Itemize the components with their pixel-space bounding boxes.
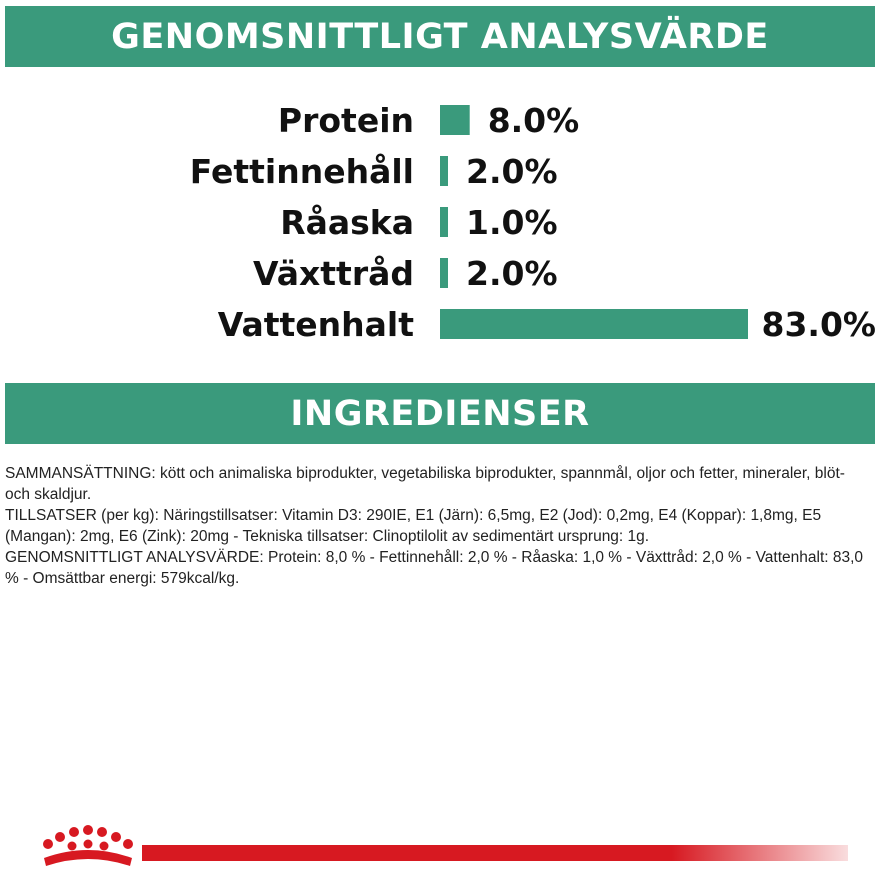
ingredients-title: INGREDIENSER <box>290 393 590 434</box>
category-label: Vattenhalt <box>217 305 414 344</box>
value-label: 8.0% <box>487 101 580 140</box>
bar <box>440 309 748 339</box>
bar <box>440 156 448 186</box>
bar <box>440 105 470 135</box>
ingredients-banner <box>5 383 875 444</box>
nutrient-bar-chart <box>0 80 880 360</box>
composition-paragraph: SAMMANSÄTTNING: kött och animaliska biprodukter, vegetabiliska biprodukter, spannmål, oljor och fetter, mineraler, blöt- och skaldjur. <box>5 465 845 503</box>
category-label: Protein <box>277 101 414 140</box>
category-label: Fettinnehåll <box>189 152 414 191</box>
value-label: 1.0% <box>466 203 558 242</box>
analysis-title: GENOMSNITTLIGT ANALYSVÄRDE <box>111 16 769 57</box>
ingredients-text <box>5 463 865 589</box>
value-label: 2.0% <box>466 254 558 293</box>
analysis-paragraph: GENOMSNITTLIGT ANALYSVÄRDE: Protein: 8,0 % - Fettinnehåll: 2,0 % - Råaska: 1,0 % - Växttråd: 2,0 % - Vattenhalt: 83,0 % - Omsättbar energi: 579kcal/kg. <box>5 549 864 587</box>
category-label: Råaska <box>280 203 414 242</box>
value-label: 83.0% <box>761 305 876 344</box>
bar <box>440 258 448 288</box>
crown-logo-icon <box>38 822 138 874</box>
additives-paragraph: TILLSATSER (per kg): Näringstillsatser: Vitamin D3: 290IE, E1 (Järn): 6,5mg, E2 (Jod): 0,2mg, E4 (Koppar): 1,8mg, E5 (Mangan): 2mg, E6 (Zink): 20mg - Tekniska tillsatser: Clinoptilolit av sedimentärt ursprung: 1g. <box>5 507 822 545</box>
category-label: Växttråd <box>252 254 414 293</box>
bar <box>440 207 448 237</box>
analysis-banner <box>5 6 875 67</box>
value-label: 2.0% <box>466 152 558 191</box>
red-stripe <box>142 845 848 861</box>
